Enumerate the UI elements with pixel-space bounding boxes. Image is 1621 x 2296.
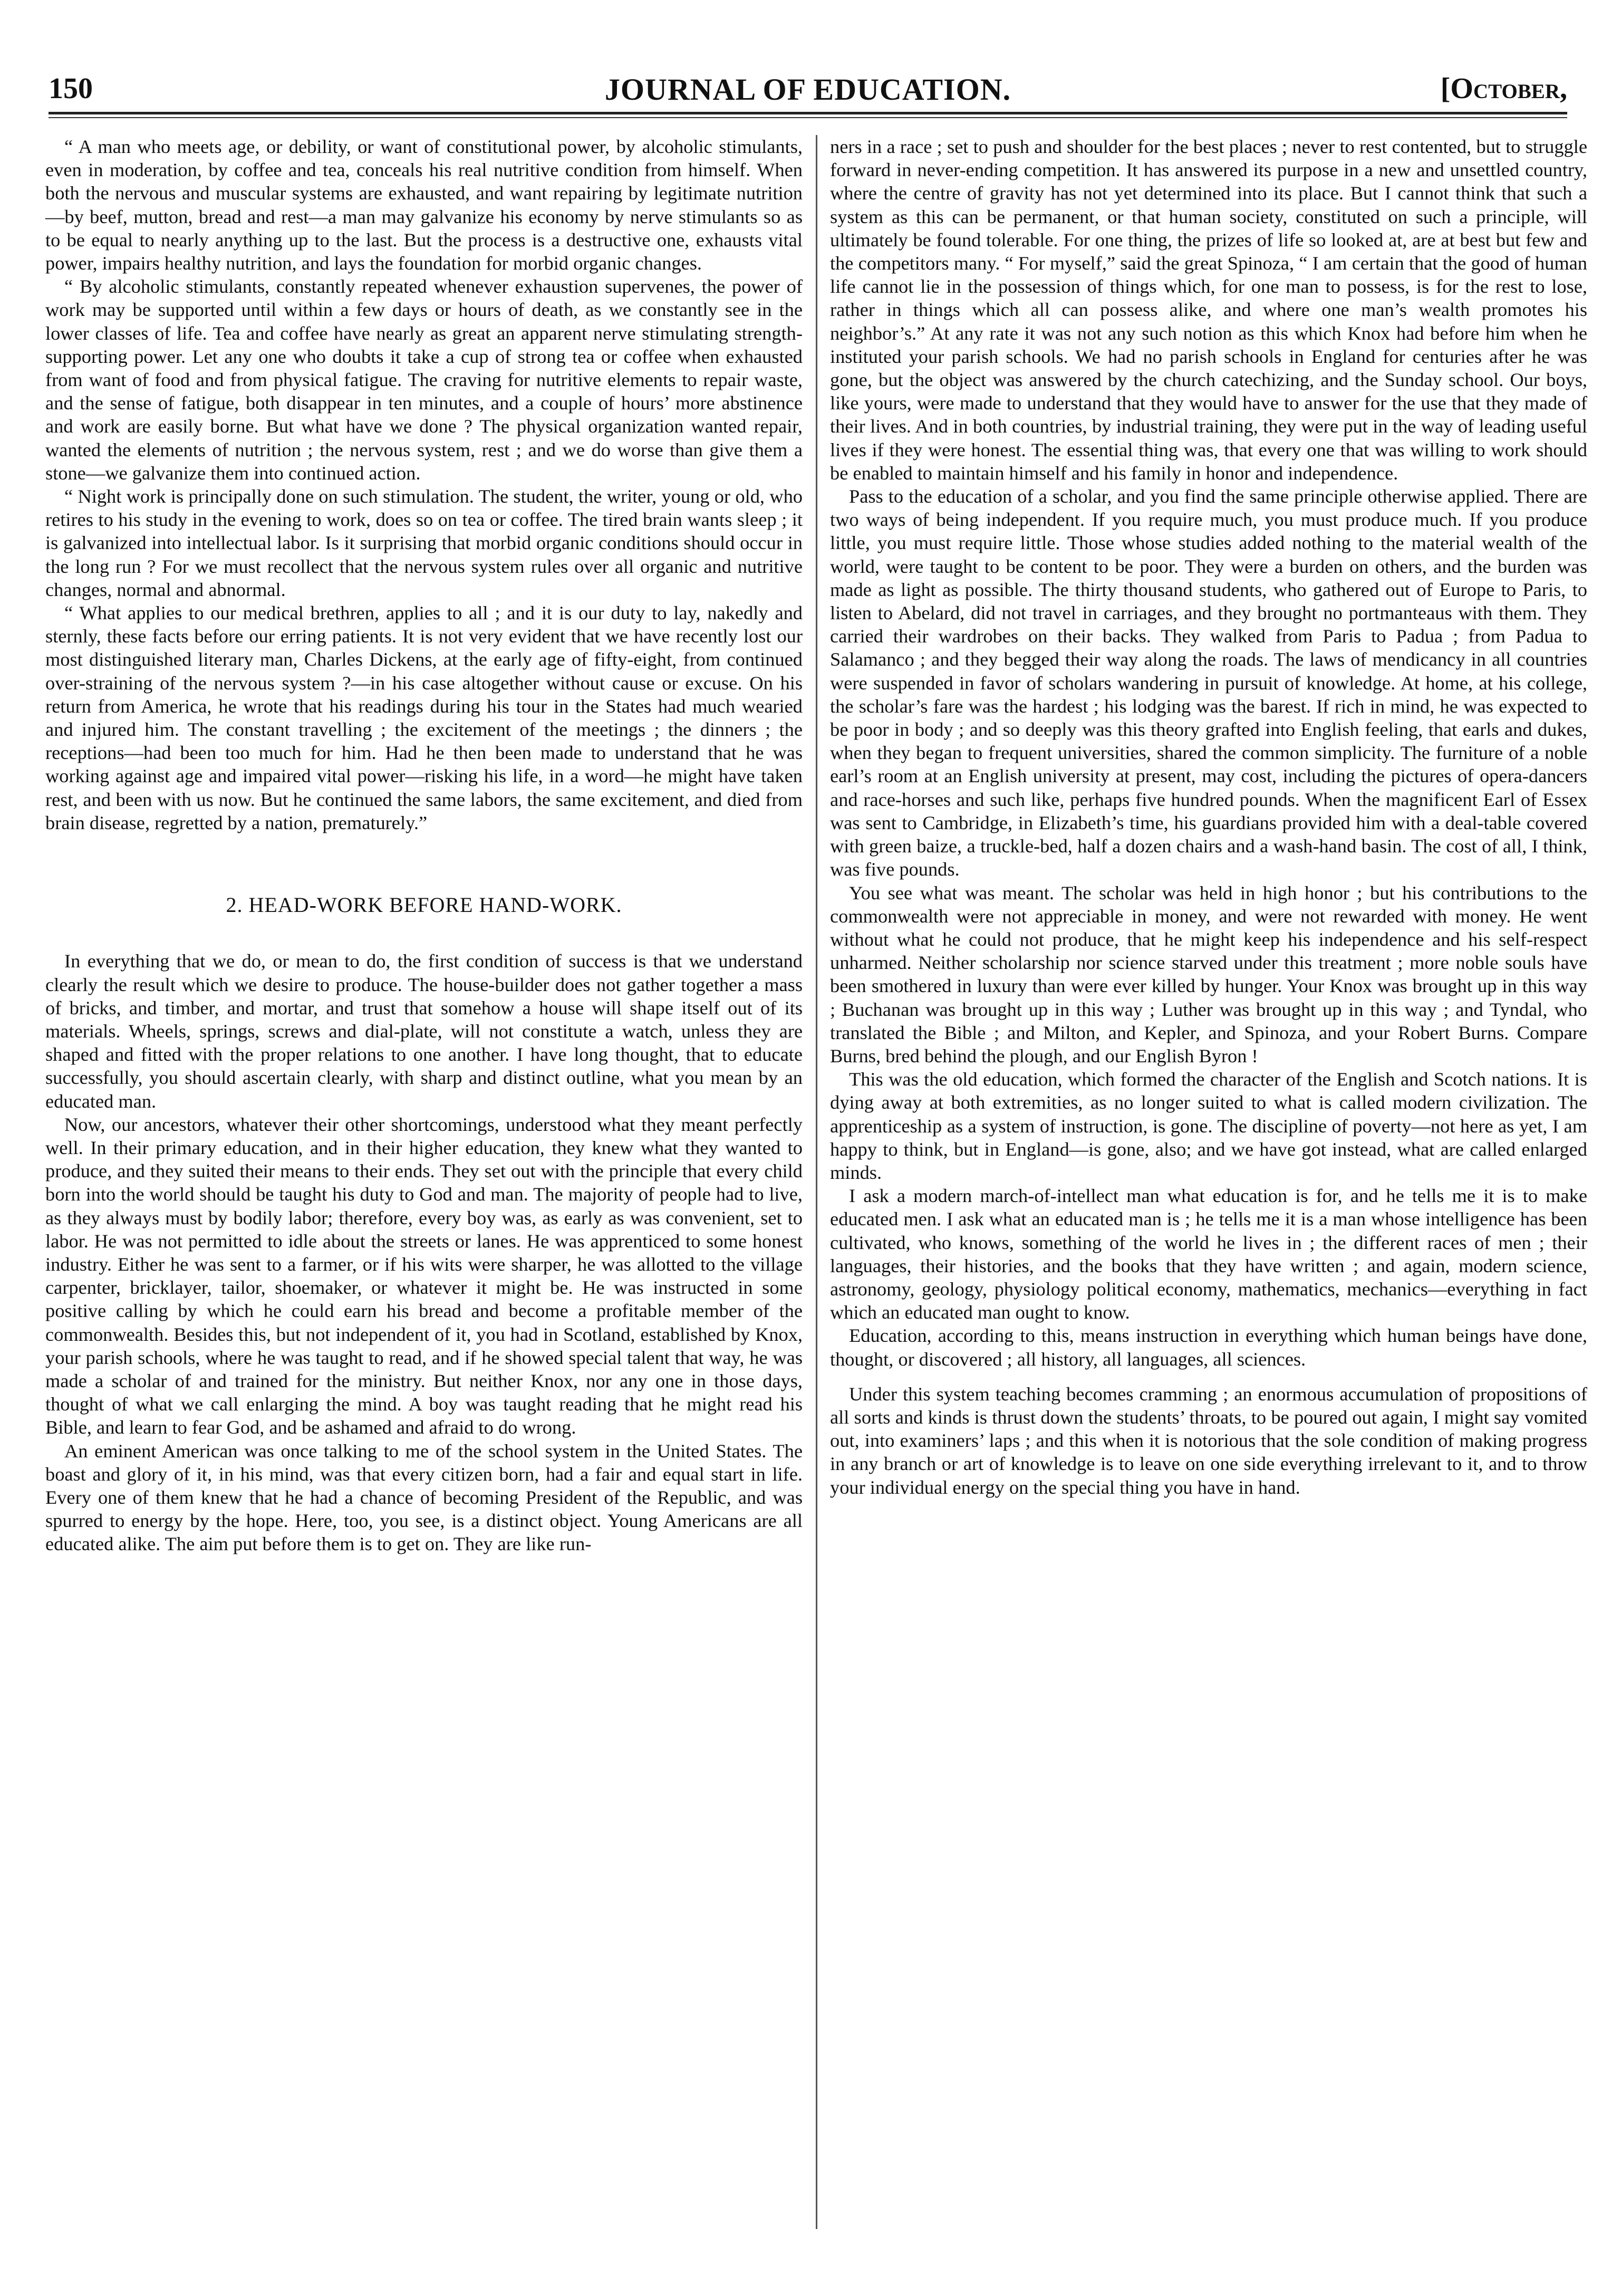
paragraph-spacer bbox=[830, 1371, 1587, 1382]
left-column bbox=[45, 135, 803, 1556]
right-column bbox=[830, 135, 1587, 1499]
right-paragraph-7: Under this system teaching becomes cramming ; an enormous accumulation of propositions of all sorts and kinds is thrust down the students’ throats, to be poured out again, I might say vomited out, into examiners’ laps ; and this when it is notorious that the sole condition of making progress in any branch or art of knowledge is to leave on one side everything irrelevant to it, and to throw your individual energy on the special thing you have in hand. bbox=[830, 1383, 1587, 1498]
right-paragraph-3: You see what was meant. The scholar was held in high honor ; but his contributions to the commonwealth were not appreciable in money, and were not rewarded with money. He went without what he could not produce, that he might keep his independence and his self-respect unharmed. Neither scholarship nor science starved under this treatment ; more noble souls have been smothered in luxury than were ever killed by hunger. Your Knox was brought up in this way ; Buchanan was brought up in this way ; Luther was brought up in this way ; and Tyndal, who translated the Bible ; and Milton, and Kepler, and Spinoza, and your Robert Burns. Compare Burns, bred behind the plough, and our English Byron ! bbox=[830, 882, 1587, 1067]
left-paragraph-2: “ By alcoholic stimulants, constantly repeated whenever exhaustion supervenes, the power of work may be supported until within a few days or hours of death, as we constantly see in the lower classes of life. Tea and coffee have nearly as great an apparent nerve stimulating strength-supporting power. Let any one who doubts it take a cup of strong tea or coffee when exhausted from want of food and from physical fatigue. The craving for nutritive elements to repair waste, and the sense of fatigue, both disappear in ten minutes, and a couple of hours’ more abstinence and work are easily borne. But what have we done ? The physical organization wanted repair, wanted the elements of nutrition ; the nervous system, rest ; and we do worse than give them a stone—we galvanize them into continued action. bbox=[45, 276, 803, 484]
left-paragraph-3: “ Night work is principally done on such stimulation. The student, the writer, young or old, who retires to his study in the evening to work, does so on tea or coffee. The tired brain wants sleep ; it is galvanized into intellectual labor. Is it surprising that morbid organic conditions should occur in the long run ? For we must recollect that the nervous system rules over all organic and nutritive changes, normal and abnormal. bbox=[45, 486, 803, 600]
left-paragraph-5: In everything that we do, or mean to do, the first condition of success is that we understand clearly the result which we desire to produce. The house-builder does not gather together a mass of bricks, and timber, and mortar, and trust that somehow a house will shape itself out of its materials. Wheels, springs, screws and dial-plate, will not constitute a watch, unless they are shaped and fitted with the proper relations to one another. I have long thought, that to educate successfully, you should ascertain clearly, with sharp and distinct outline, what you mean by an educated man. bbox=[45, 950, 803, 1112]
right-paragraph-5: I ask a modern march-of-intellect man what education is for, and he tells me it is to make educated men. I ask what an educated man is ; he tells me it is a man whose intelligence has been cultivated, who knows, something of the world he lives in ; the different races of men ; their languages, their histories, and the books that they have written ; and again, modern science, astronomy, geology, physiology political economy, mathematics, mechanics—everything in fact which an educated man ought to know. bbox=[830, 1185, 1587, 1323]
left-paragraph-4: “ What applies to our medical brethren, applies to all ; and it is our duty to lay, nakedly and sternly, these facts before our erring patients. It is not very evident that we have recently lost our most distinguished literary man, Charles Dickens, at the early age of fifty-eight, from continued over-straining of the nervous system ?—in his case altogether without cause or excuse. On his return from America, he wrote that his readings during his tour in the States had much wearied and injured him. The constant travelling ; the excitement of the meetings ; the dinners ; the receptions—had been too much for him. Had he then been made to understand that he was working against age and impaired vital power—risking his life, in a word—he might have taken rest, and been with us now. But he continued the same labors, the same excitement, and died from brain disease, regretted by a nation, prematurely.” bbox=[45, 602, 803, 833]
page-number: 150 bbox=[49, 72, 93, 105]
left-paragraph-6: Now, our ancestors, whatever their other shortcomings, understood what they meant perfectly well. In their primary education, and in their higher education, they knew what they wanted to produce, and they suited their means to their ends. They set out with the principle that every child born into the world should be taught his duty to God and man. The majority of people had to live, as they always must by bodily labor; therefore, every boy was, as early as was convenient, set to labor. He was not permitted to idle about the streets or lanes. He was apprenticed to some honest industry. Either he was sent to a farmer, or if his wits were sharper, he was allotted to the village carpenter, bricklayer, tailor, shoemaker, or whatever it might be. He was instructed in some positive calling by which he could earn his bread and become a profitable member of the commonwealth. Besides this, but not independent of it, you had in Scotland, established by Knox, your parish schools, where he was taught to read, and if he showed special talent that way, he was made a scholar of and trained for the ministry. But neither Knox, nor any one in those days, thought of what we call enlarging the mind. A boy was taught reading that he might read his Bible, and learn to fear God, and be ashamed and afraid to do wrong. bbox=[45, 1113, 803, 1438]
header-rule bbox=[49, 112, 1567, 114]
page-header bbox=[49, 68, 1567, 110]
right-paragraph-2: Pass to the education of a scholar, and you find the same principle otherwise applied. There are two ways of being independent. If you require much, you must produce much. If you produce little, you must require little. Those whose studies added nothing to the material wealth of the world, were taught to be content to be poor. They were a burden on others, and the burden was made as light as possible. The thirty thousand students, who gathered out of Europe to Paris, to listen to Abelard, did not travel in carriages, and they brought no portmanteaus with them. They carried their wardrobes on their backs. They walked from Paris to Padua ; from Padua to Salamanco ; and they begged their way along the roads. The laws of mendicancy in all countries were suspended in favor of scholars wandering in pursuit of knowledge. At home, at his college, the scholar’s fare was the hardest ; his lodging was the barest. If rich in mind, he was expected to be poor in body ; and so deeply was this theory grafted into English feeling, that earls and dukes, when they began to frequent universities, shared the common simplicity. The furniture of a noble earl’s room at an English university at present, may cost, including the pictures of opera-dancers and race-horses and such like, perhaps five hundred pounds. When the magnificent Earl of Essex was sent to Cambridge, in Elizabeth’s time, his guardians provided him with a deal-table covered with green baize, a truckle-bed, half a dozen chairs and a wash-hand basin. The cost of all, I think, was five pounds. bbox=[830, 486, 1587, 880]
left-paragraph-7: An eminent American was once talking to me of the school system in the United States. The boast and glory of it, in his mind, was that every citizen born, had a fair and equal start in life. Every one of them knew that he had a chance of becoming President of the Republic, and was spurred to energy by the hope. Here, too, you see, is a distinct object. Young Americans are all educated alike. The aim put before them is to get on. They are like run- bbox=[45, 1440, 803, 1555]
section-heading: 2. HEAD-WORK BEFORE HAND-WORK. bbox=[226, 893, 622, 917]
column-divider bbox=[816, 135, 817, 2229]
right-paragraph-6: Education, according to this, means instruction in everything which human beings have done, thought, or discovered ; all history, all languages, all sciences. bbox=[830, 1325, 1587, 1370]
journal-title: JOURNAL OF EDUCATION. bbox=[604, 72, 1011, 107]
issue-month: [October, bbox=[1440, 72, 1567, 105]
right-paragraph-1: ners in a race ; set to push and shoulder for the best places ; never to rest contented, but to struggle forward in never-ending competition. It has answered its purpose in a new and unsettled country, where the centre of gravity has not yet determined into its place. But I cannot think that such a system as this can be permanent, or that human society, constituted on such a principle, will ultimately be found tolerable. For one thing, the prizes of life so looked at, are at best but few and the competitors many. “ For myself,” said the great Spinoza, “ I am certain that the good of human life cannot lie in the possession of things which, for one man to possess, is for the rest to lose, rather in things which all can possess alike, and where one man’s wealth promotes his neighbor’s.” At any rate it was not any such notion as this which Knox had before him when he instituted your parish schools. We had no parish schools in England for centuries after he was gone, but the object was answered by the church catechizing, and the Sunday school. Our boys, like yours, were made to understand that they would have to answer for the use that they made of their lives. And in both countries, by industrial training, they were put in the way of leading useful lives if they were honest. The essential thing was, that every one that was willing to work should be enabled to maintain himself and his family in honor and independence. bbox=[830, 136, 1587, 484]
right-paragraph-4: This was the old education, which formed the character of the English and Scotch nations. It is dying away at both extremities, as no longer suited to what is called modern civilization. The apprenticeship as a system of instruction, is gone. The discipline of poverty—not here as yet, I am happy to think, but in England—is gone, also; and we have got instead, what are called enlarged minds. bbox=[830, 1069, 1587, 1183]
left-paragraph-1: “ A man who meets age, or debility, or want of constitutional power, by alcoholic stimulants, even in moderation, by coffee and tea, conceals his real nutritive condition from himself. When both the nervous and muscular systems are exhausted, and want repairing by legitimate nutrition—by beef, mutton, bread and rest—a man may galvanize his economy by nerve stimulants so as to be equal to nearly anything up to the last. But the process is a destructive one, exhausts vital power, impairs healthy nutrition, and lays the foundation for morbid organic changes. bbox=[45, 136, 803, 274]
header-rule-thin bbox=[49, 117, 1567, 118]
